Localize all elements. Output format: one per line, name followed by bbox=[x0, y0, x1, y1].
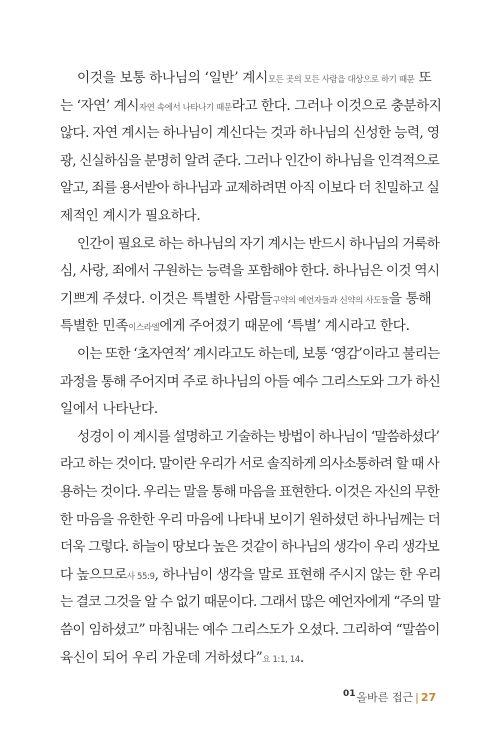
text-line bbox=[60, 206, 440, 226]
page-number: 27 bbox=[420, 691, 437, 704]
text-line bbox=[60, 123, 440, 143]
text-line bbox=[60, 620, 440, 640]
inline-note: 구약의 예언자들과 신약의 사도들 bbox=[272, 294, 389, 305]
text-segment: 을 통해 bbox=[388, 290, 432, 307]
chapter-number: 01 bbox=[343, 689, 356, 700]
inline-note: 사 55:9 bbox=[126, 570, 155, 581]
text-line bbox=[60, 510, 440, 530]
page-footer bbox=[343, 689, 453, 705]
text-segment: 인간이 필요로 하는 하나님의 자기 계시는 반드시 하나님의 거룩하 bbox=[77, 235, 440, 252]
text-segment: 더욱 그렇다. 하늘이 땅보다 높은 것같이 하나님의 생각이 우리 생각보 bbox=[60, 539, 439, 556]
chapter-title: 올바른 접근 bbox=[356, 691, 414, 704]
text-segment: 제적인 계시가 필요하다. bbox=[60, 208, 201, 224]
text-segment: 알고, 죄를 용서받아 하나님과 교제하려면 아직 이보다 더 친밀하고 실 bbox=[60, 180, 439, 197]
text-line bbox=[60, 372, 440, 392]
text-line bbox=[77, 68, 440, 89]
text-segment: 이는 또한 ‘초자연적’ 계시라고도 하는데, 보통 ‘영감’이라고 불리는 bbox=[77, 346, 440, 362]
text-segment: 다 높으므로 bbox=[60, 566, 127, 583]
text-segment: 광, 신실하심을 분명히 알려 준다. 그러나 인간이 하나님을 인격적으로 bbox=[60, 152, 439, 169]
text-line bbox=[60, 316, 440, 337]
text-segment: 심, 사랑, 죄에서 구원하는 능력을 포함해야 한다. 하나님은 이것 역시 bbox=[60, 263, 440, 280]
text-segment: 성경이 이 계시를 설명하고 기술하는 방법이 하나님이 ‘말씀하셨다’ bbox=[77, 428, 440, 445]
text-segment: 이것을 보통 하나님의 ‘일반’ 계시 bbox=[77, 70, 268, 86]
text-segment: 기쁘게 주셨다. 이것은 특별한 사람들 bbox=[60, 290, 273, 307]
text-line bbox=[60, 178, 440, 198]
text-segment: 는 결코 그것을 알 수 없기 때문이다. 그래서 많은 예언자에게 “주의 말 bbox=[60, 594, 440, 611]
text-line bbox=[60, 648, 440, 669]
text-segment: 특별한 민족 bbox=[60, 318, 129, 335]
text-segment: 에게 주어졌기 때문에 ‘특별’ 계시라고 한다. bbox=[159, 318, 410, 335]
inline-note: 자연 속에서 나타나기 때문 bbox=[138, 101, 232, 112]
text-segment: 라고 한다. 그러나 이것으로 충분하지 bbox=[231, 97, 442, 114]
text-segment: 라고 하는 것이다. 말이란 우리가 서로 솔직하게 의사소통하려 할 때 사 bbox=[60, 456, 439, 473]
footer-separator: | bbox=[415, 691, 419, 704]
text-line bbox=[60, 592, 440, 612]
text-line bbox=[60, 565, 440, 586]
text-segment: 않다. 자연 계시는 하나님이 계신다는 것과 하나님의 신성한 능력, 영 bbox=[60, 125, 440, 142]
text-line bbox=[60, 482, 440, 502]
text-line bbox=[60, 96, 440, 117]
inline-note: 요 1:1, 14 bbox=[262, 653, 300, 664]
text-segment: 육신이 되어 우리 가운데 거하셨다” bbox=[60, 649, 263, 666]
inline-note: 모든 곳의 모든 사람을 대상으로 하기 때문 bbox=[267, 74, 415, 84]
text-line bbox=[60, 537, 440, 557]
text-line bbox=[60, 261, 440, 281]
text-segment: 씀이 임하셨고” 마침내는 예수 그리스도가 오셨다. 그리하여 “말씀이 bbox=[60, 622, 440, 638]
text-segment: 또 bbox=[414, 70, 432, 86]
text-line bbox=[77, 234, 440, 254]
text-segment: 과정을 통해 주어지며 주로 하나님의 아들 예수 그리스도와 그가 하신 bbox=[60, 373, 441, 390]
text-line bbox=[60, 399, 440, 419]
text-segment: 일에서 나타난다. bbox=[60, 401, 158, 418]
text-line bbox=[60, 454, 440, 474]
text-line bbox=[77, 344, 440, 364]
text-segment: 는 ‘자연’ 계시 bbox=[60, 97, 139, 114]
text-line bbox=[77, 427, 440, 447]
text-segment: , 하나님이 생각을 말로 표현해 주시지 않는 한 우리 bbox=[154, 566, 441, 583]
text-line bbox=[60, 151, 440, 171]
text-segment: 한 마음을 유한한 우리 마음에 나타내 보이기 원하셨던 하나님께는 더 bbox=[60, 511, 441, 528]
text-segment: . bbox=[299, 649, 304, 666]
text-segment: 용하는 것이다. 우리는 말을 통해 마음을 표현한다. 이것은 자신의 무한 bbox=[60, 484, 439, 500]
inline-note: 이스라엘 bbox=[128, 322, 160, 333]
text-line bbox=[60, 289, 440, 310]
